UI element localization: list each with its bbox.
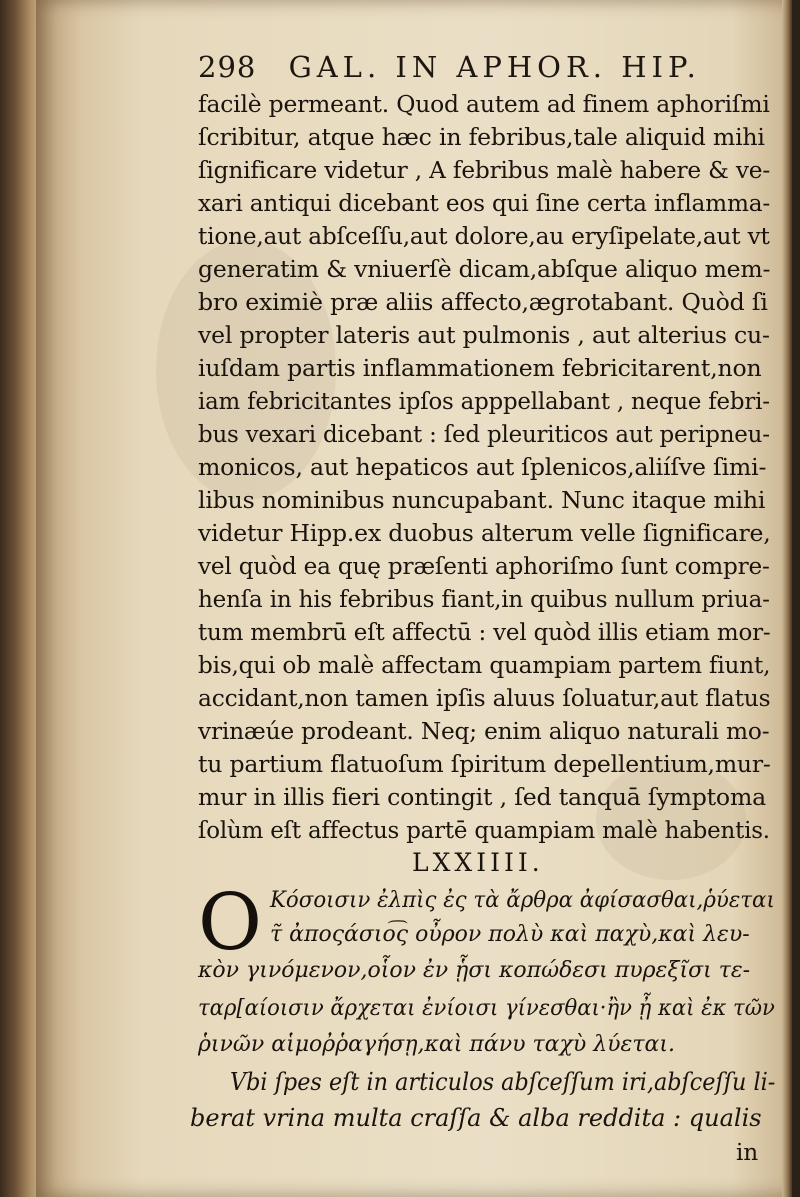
running-title: GAL. IN APHOR. HIP. [288, 50, 701, 84]
greek-line: κὸν γινόμενον,οἷον ἐν ᾗσι κοπώδεσι πυρεξῖσι τε- [198, 958, 751, 983]
text-line: libus nominibus nuncupabant. Nunc itaque mihi [198, 486, 766, 514]
greek-line: τ̃ ἀποςάσιο͡ς οὖρον πολὺ καὶ παχὺ,καὶ λευ- [270, 922, 750, 947]
text-line: henſa in his febribus fiant,in quibus nullum priua- [198, 585, 770, 613]
text-line: tu partium flatuoſum ſpiritum depellentium,mur- [198, 750, 771, 778]
text-line: videtur Hipp.ex duobus alterum velle ſignificare, [198, 519, 771, 547]
greek-line: Κόσοισιν ἐλπὶς ἐς τὰ ἄρθρα ἀφίσασθαι,ῥύεται [270, 888, 775, 913]
text-line: mur in illis fieri contingit , ſed tanquā ſymptoma [198, 783, 766, 811]
text-line: tum membrū eſt affectū : vel quòd illis etiam mor- [198, 618, 771, 646]
text-line: vel propter lateris aut pulmonis , aut alterius cu- [198, 321, 770, 349]
greek-line: ταρ[αίοισιν ἄρχεται ἐνίοισι γίνεσθαι·ἢν ᾖ καὶ ἐκ τῶν [198, 996, 775, 1021]
running-header [198, 50, 718, 84]
text-line: bus vexari dicebant : ſed pleuriticos aut peripneu- [198, 420, 770, 448]
text-line: facilè permeant. Quod autem ad finem aphoriſmi [198, 90, 770, 118]
drop-cap: O [198, 878, 262, 968]
page-number: 298 [198, 50, 257, 84]
text-line: iam febricitantes ipſos apppellabant , neque febri- [198, 387, 770, 415]
text-line: accidant,non tamen ipſis aluus ſoluatur,aut flatus [198, 684, 771, 712]
text-line: xari antiqui dicebant eos qui ſine certa inflamma- [198, 189, 771, 217]
text-line: tione,aut abſceſſu,aut dolore,au eryſipelate,aut vt [198, 222, 770, 250]
section-title: LXXIIII. [412, 848, 544, 877]
latin-line: berat vrina multa craſſa & alba reddita : qualis [190, 1104, 762, 1132]
text-line: vrinæúe prodeant. Neq; enim aliquo naturali mo- [198, 717, 770, 745]
text-line: bis,qui ob malè affectam quampiam partem fiunt, [198, 651, 771, 679]
text-line: ſolùm eſt affectus partē quampiam malè habentis. [198, 816, 770, 844]
text-line: iuſdam partis inflammationem febricitarent,non [198, 354, 762, 382]
text-line: bro eximiè præ aliis affecto,ægrotabant. Quòd ſi [198, 288, 768, 316]
text-line: vel quòd ea quę præſenti aphoriſmo ſunt compre- [198, 552, 770, 580]
catchword: in [736, 1140, 759, 1166]
text-line: monicos, aut hepaticos aut ſplenicos,aliíſve ſimi- [198, 453, 767, 481]
text-line: ſcribitur, atque hæc in febribus,tale aliquid mihi [198, 123, 765, 151]
page-edge [782, 0, 792, 1197]
greek-line: ῥινῶν αἱμοῤῥαγήσῃ,καὶ πάνυ ταχὺ λύεται. [198, 1032, 675, 1057]
text-line: generatim & vniuerſè dicam,abſque aliquo mem- [198, 255, 771, 283]
text-line: ſignificare videtur , A febribus malè habere & ve- [198, 156, 771, 184]
latin-line: Vbi ſpes eſt in articulos abſceſſum iri,abſceſſu li- [230, 1068, 776, 1096]
